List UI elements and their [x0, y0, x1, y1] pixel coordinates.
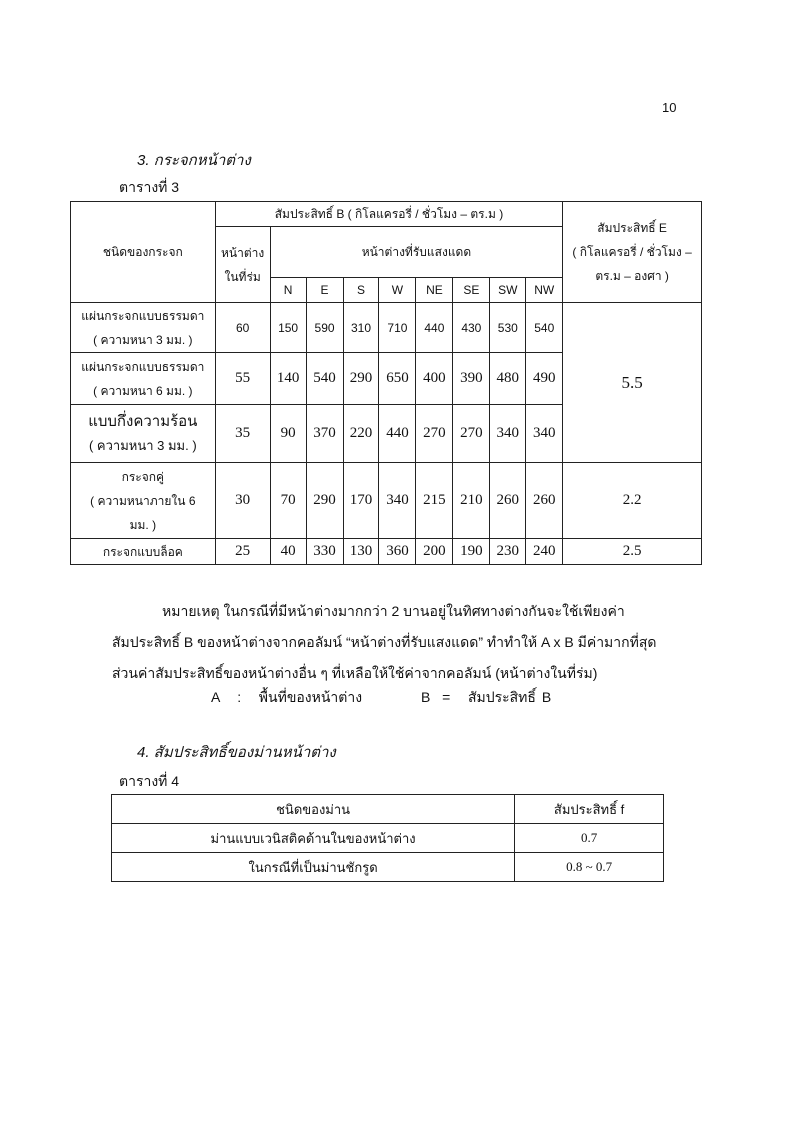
shade-value: 55	[215, 353, 270, 405]
value-cell: 290	[343, 353, 379, 405]
value-cell: 70	[270, 463, 306, 539]
value-cell: 240	[526, 539, 563, 565]
table-4-caption: ตารางที่ 4	[119, 773, 180, 789]
header-shade-window: หน้าต่าง ในที่ร่ม	[215, 227, 270, 303]
table-row	[71, 463, 702, 539]
value-cell: 400	[416, 353, 453, 405]
row-label: แบบกึ่งความร้อน ( ความหนา 3 มม. )	[71, 405, 216, 463]
value-cell: 710	[379, 303, 416, 353]
value-cell: 90	[270, 405, 306, 463]
header-curtain-type: ชนิดของม่าน	[112, 795, 515, 824]
value-cell: 650	[379, 353, 416, 405]
value-cell: 270	[416, 405, 453, 463]
shade-value: 35	[215, 405, 270, 463]
glass-coefficient-table	[70, 201, 702, 565]
value-cell: 270	[453, 405, 490, 463]
header-coefficient-f: สัมประสิทธิ์ f	[515, 795, 664, 824]
value-cell: 490	[526, 353, 563, 405]
value-cell: 220	[343, 405, 379, 463]
value-cell: 130	[343, 539, 379, 565]
page-number: 10	[662, 100, 677, 115]
header-dir-ne: NE	[416, 278, 453, 303]
table-header-row	[112, 795, 664, 824]
shade-value: 60	[215, 303, 270, 353]
value-cell: 260	[526, 463, 563, 539]
shade-value: 25	[215, 539, 270, 565]
value-cell: 230	[490, 539, 526, 565]
value-cell: 310	[343, 303, 379, 353]
header-dir-w: W	[379, 278, 416, 303]
row-label: แผ่นกระจกแบบธรรมดา ( ความหนา 6 มม. )	[71, 353, 216, 405]
value-cell: 540	[526, 303, 563, 353]
table-row	[71, 303, 702, 353]
value-cell: 190	[453, 539, 490, 565]
row-label: กระจกแบบล็อค	[71, 539, 216, 565]
formula-legend: A : พื้นที่ของหน้าต่าง B = สัมประสิทธิ์ B	[211, 689, 552, 705]
value-cell: 370	[306, 405, 343, 463]
f-value-cell: 0.8 ~ 0.7	[515, 853, 664, 882]
header-dir-e: E	[306, 278, 343, 303]
section-4-heading: 4. สัมประสิทธิ์ของม่านหน้าต่าง	[137, 744, 336, 761]
section-3-heading: 3. กระจกหน้าต่าง	[137, 152, 251, 169]
value-cell: 440	[416, 303, 453, 353]
value-cell: 150	[270, 303, 306, 353]
value-cell: 480	[490, 353, 526, 405]
e-value-cell: 2.5	[563, 539, 702, 565]
f-value-cell: 0.7	[515, 824, 664, 853]
header-dir-s: S	[343, 278, 379, 303]
value-cell: 340	[526, 405, 563, 463]
header-sunlit-window: หน้าต่างที่รับแสงแดด	[270, 227, 563, 278]
value-cell: 530	[490, 303, 526, 353]
value-cell: 40	[270, 539, 306, 565]
table-3-caption: ตารางที่ 3	[119, 179, 180, 195]
note-line: ส่วนค่าสัมประสิทธิ์ของหน้าต่างอื่น ๆ ที่เหลือให้ใช้ค่าจากคอลัมน์ (หน้าต่างในที่ร่ม)	[112, 665, 598, 681]
value-cell: 340	[379, 463, 416, 539]
value-cell: 140	[270, 353, 306, 405]
header-dir-se: SE	[453, 278, 490, 303]
value-cell: 290	[306, 463, 343, 539]
table-row	[71, 539, 702, 565]
header-coefficient-e: สัมประสิทธิ์ E ( กิโลแครอรี่ / ชั่วโมง – ตร.ม – องศา )	[563, 202, 702, 303]
note-line: สัมประสิทธิ์ B ของหน้าต่างจากคอลัมน์ “หน้าต่างที่รับแสงแดด” ทำทำให้ A x B มีค่ามากที่สุด	[112, 634, 657, 650]
value-cell: 330	[306, 539, 343, 565]
value-cell: 210	[453, 463, 490, 539]
header-dir-nw: NW	[526, 278, 563, 303]
table-row	[112, 824, 664, 853]
note-line: หมายเหตุ ในกรณีที่มีหน้าต่างมากกว่า 2 บานอยู่ในทิศทางต่างกันจะใช้เพียงค่า	[162, 603, 625, 619]
note-paragraph	[112, 596, 682, 689]
value-cell: 390	[453, 353, 490, 405]
value-cell: 540	[306, 353, 343, 405]
shade-value: 30	[215, 463, 270, 539]
header-dir-sw: SW	[490, 278, 526, 303]
header-dir-n: N	[270, 278, 306, 303]
e-value-cell: 5.5	[563, 303, 702, 463]
table-row	[112, 853, 664, 882]
value-cell: 440	[379, 405, 416, 463]
curtain-type-cell: ในกรณีที่เป็นม่านชักรูด	[112, 853, 515, 882]
header-coefficient-b: สัมประสิทธิ์ B ( กิโลแครอรี่ / ชั่วโมง – ตร.ม )	[215, 202, 563, 227]
curtain-type-cell: ม่านแบบเวนิสติคด้านในของหน้าต่าง	[112, 824, 515, 853]
value-cell: 200	[416, 539, 453, 565]
e-value-cell: 2.2	[563, 463, 702, 539]
value-cell: 260	[490, 463, 526, 539]
value-cell: 430	[453, 303, 490, 353]
row-label: แผ่นกระจกแบบธรรมดา ( ความหนา 3 มม. )	[71, 303, 216, 353]
value-cell: 360	[379, 539, 416, 565]
curtain-coefficient-table	[111, 794, 664, 882]
value-cell: 215	[416, 463, 453, 539]
row-label: กระจกคู่ ( ความหนาภายใน 6 มม. )	[71, 463, 216, 539]
value-cell: 170	[343, 463, 379, 539]
value-cell: 340	[490, 405, 526, 463]
value-cell: 590	[306, 303, 343, 353]
header-glass-type: ชนิดของกระจก	[71, 202, 216, 303]
